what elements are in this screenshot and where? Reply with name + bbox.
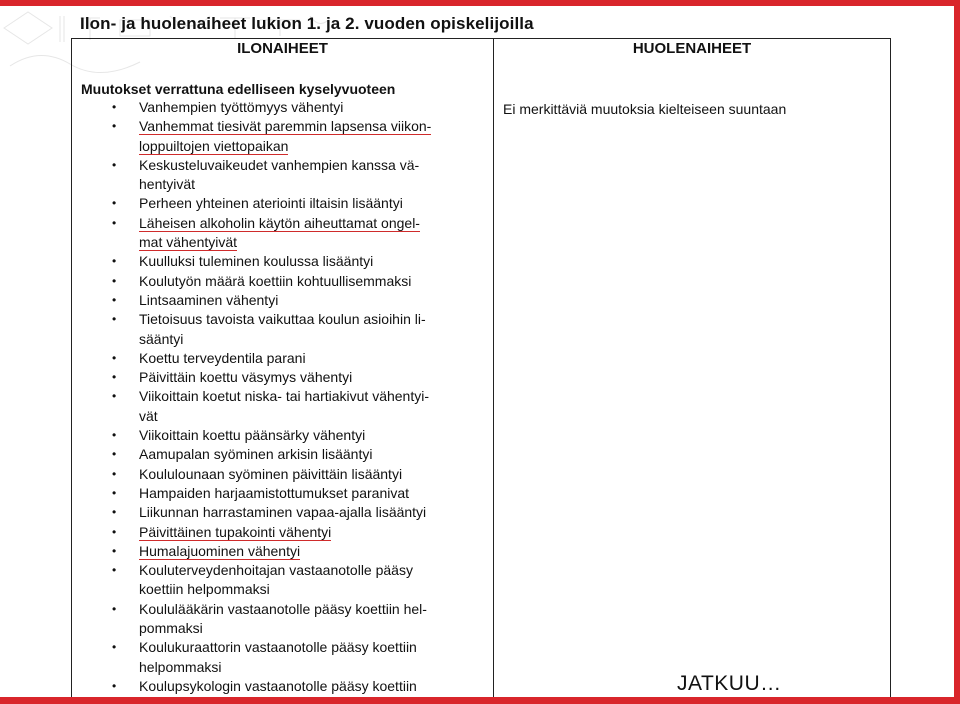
- list-item: [72, 156, 493, 195]
- list-item-line: Koulukuraattorin vastaanotolle pääsy koettiin: [139, 639, 417, 656]
- right-red-bar: [954, 0, 960, 704]
- bullet-icon: •: [112, 389, 117, 404]
- list-item-text: [139, 445, 479, 464]
- bullet-icon: •: [112, 292, 117, 307]
- bullet-icon: •: [112, 196, 117, 211]
- list-item-text: [139, 349, 479, 368]
- bullet-icon: •: [112, 505, 117, 520]
- list-item: [72, 600, 493, 639]
- list-item: [72, 465, 493, 484]
- bullet-icon: •: [112, 524, 117, 539]
- bullet-icon: •: [112, 100, 117, 114]
- list-item-line: Päivittäinen tupakointi vähentyi: [139, 523, 332, 540]
- list-item-line: Kuulluksi tuleminen koulussa lisääntyi: [139, 253, 374, 270]
- bullet-icon: •: [112, 485, 117, 500]
- list-item: [72, 484, 493, 503]
- list-item-text: [139, 194, 479, 213]
- list-item-line: Vanhempien työttömyys vähentyi: [139, 99, 344, 115]
- bottom-red-bar: [0, 697, 960, 704]
- list-item-text: [139, 600, 479, 639]
- ilonaiheet-list: [72, 98, 493, 696]
- bullet-icon: •: [112, 312, 117, 327]
- bullet-icon: •: [112, 119, 117, 134]
- list-item-text: [139, 638, 479, 677]
- list-item-line: Lintsaaminen vähentyi: [139, 291, 279, 308]
- list-item-line: Tietoisuus tavoista vaikuttaa koulun asioihin li-: [139, 311, 426, 328]
- list-item-line: Aamupalan syöminen arkisin lisääntyi: [139, 446, 373, 463]
- bullet-icon: •: [112, 254, 117, 269]
- list-item-line: Vanhemmat tiesivät paremmin lapsensa viikon-: [139, 118, 432, 135]
- bullet-icon: •: [112, 157, 117, 172]
- list-item-line: Koululounaan syöminen päivittäin lisääntyi: [139, 465, 403, 482]
- list-item-text: [139, 272, 479, 291]
- list-item: [72, 445, 493, 464]
- huolenaiheet-text: Ei merkittäviä muutoksia kielteiseen suuntaan: [503, 101, 787, 117]
- bullet-icon: •: [112, 601, 117, 616]
- list-item-text: [139, 523, 479, 542]
- list-item: [72, 677, 493, 696]
- list-item: [72, 426, 493, 445]
- list-item-line: Keskusteluvaikeudet vanhempien kanssa vä-: [139, 156, 420, 173]
- list-item-line: Humalajuominen vähentyi: [139, 542, 301, 559]
- list-item-line: vät: [139, 407, 158, 424]
- bullet-icon: •: [112, 678, 117, 693]
- list-item-line: Kouluterveydenhoitajan vastaanotolle pääsy: [139, 562, 413, 579]
- document-title: Ilon- ja huolenaiheet lukion 1. ja 2. vuoden opiskelijoilla: [80, 14, 534, 33]
- list-item-line: helpommaksi: [139, 658, 222, 675]
- bullet-icon: •: [112, 350, 117, 365]
- list-item-line: Koululääkärin vastaanotolle pääsy koettiin hel-: [139, 600, 427, 617]
- list-item-text: [139, 156, 479, 195]
- list-item: [72, 387, 493, 426]
- list-item: [72, 503, 493, 522]
- list-item-line: Läheisen alkoholin käytön aiheuttamat ongel-: [139, 214, 420, 231]
- list-item-text: [139, 310, 479, 349]
- list-item-line: mat vähentyivät: [139, 234, 238, 251]
- list-item-line: Liikunnan harrastaminen vapaa-ajalla lisääntyi: [139, 504, 427, 521]
- list-item-text: [139, 98, 479, 117]
- list-item-line: hentyivät: [139, 176, 196, 193]
- comparison-table: [71, 38, 891, 700]
- list-item-text: [139, 426, 479, 445]
- list-item-text: [139, 677, 479, 696]
- list-item-line: koettiin helpommaksi: [139, 581, 270, 598]
- list-item-line: sääntyi: [139, 330, 184, 347]
- bullet-icon: •: [112, 447, 117, 462]
- list-item: [72, 368, 493, 387]
- bullet-icon: •: [112, 428, 117, 443]
- list-item-text: [139, 503, 479, 522]
- list-item-text: [139, 291, 479, 310]
- bullet-icon: •: [112, 370, 117, 385]
- list-item-text: [139, 117, 479, 156]
- list-item: [72, 310, 493, 349]
- list-item-text: [139, 542, 479, 561]
- list-item-line: Hampaiden harjaamistottumukset paranivat: [139, 484, 410, 501]
- list-item: [72, 561, 493, 600]
- list-item: [72, 542, 493, 561]
- list-item: [72, 214, 493, 253]
- list-item-text: [139, 368, 479, 387]
- bullet-icon: •: [112, 640, 117, 655]
- list-item: [72, 117, 493, 156]
- list-item-text: [139, 387, 479, 426]
- list-item-line: Perheen yhteinen ateriointi iltaisin lisääntyi: [139, 195, 403, 212]
- column-divider: [493, 39, 494, 700]
- list-item: [72, 349, 493, 368]
- continues-label: JATKUU…: [677, 672, 782, 695]
- list-item-line: loppuiltojen viettopaikan: [139, 137, 289, 154]
- bullet-icon: •: [112, 215, 117, 230]
- list-item-line: Koulutyön määrä koettiin kohtuullisemmaksi: [139, 272, 412, 289]
- list-item: [72, 272, 493, 291]
- list-item: [72, 194, 493, 213]
- bullet-icon: •: [112, 466, 117, 481]
- section-heading: Muutokset verrattuna edelliseen kyselyvuoteen: [81, 81, 396, 97]
- list-item-line: Päivittäin koettu väsymys vähentyi: [139, 369, 353, 386]
- list-item-line: Koulupsykologin vastaanotolle pääsy koettiin: [139, 677, 417, 694]
- bullet-icon: •: [112, 563, 117, 578]
- list-item: [72, 291, 493, 310]
- list-item-line: pommaksi: [139, 620, 203, 637]
- list-item-text: [139, 252, 479, 271]
- list-item: [72, 252, 493, 271]
- list-item-text: [139, 484, 479, 503]
- list-item: [72, 638, 493, 677]
- bullet-icon: •: [112, 543, 117, 558]
- column-header-huolenaiheet: HUOLENAIHEET: [632, 40, 752, 57]
- list-item: [72, 98, 493, 117]
- column-header-ilonaiheet: ILONAIHEET: [237, 40, 328, 57]
- list-item-line: Viikoittain koettu päänsärky vähentyi: [139, 427, 366, 444]
- list-item-line: Koettu terveydentila parani: [139, 349, 306, 366]
- list-item-line: Viikoittain koetut niska- tai hartiakivut vähentyi-: [139, 388, 429, 405]
- list-item: [72, 523, 493, 542]
- list-item-text: [139, 214, 479, 253]
- list-item-text: [139, 465, 479, 484]
- bullet-icon: •: [112, 273, 117, 288]
- list-item-text: [139, 561, 479, 600]
